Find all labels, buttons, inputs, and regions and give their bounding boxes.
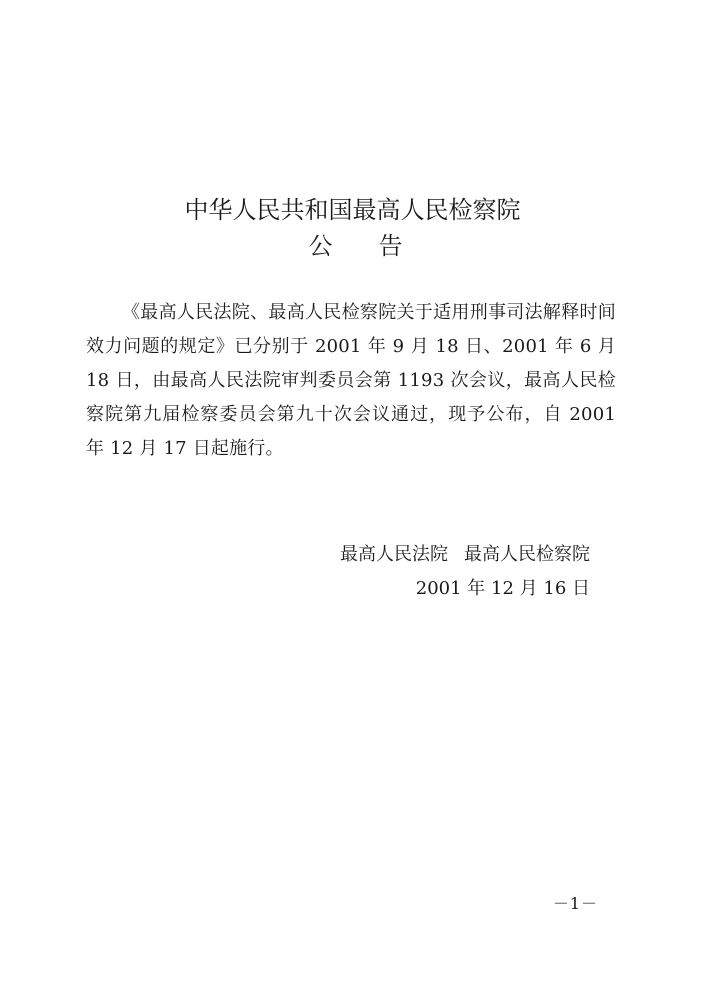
signature-block [0, 538, 590, 606]
issuer-procuratorate: 最高人民检察院 [464, 544, 590, 565]
issuer-title: 中华人民共和国最高人民检察院 [184, 196, 521, 224]
announcement-label [0, 228, 707, 264]
page-number: －1－ [552, 894, 598, 913]
signature-issuers [0, 538, 590, 572]
announcement-label-left: 公 [308, 232, 333, 260]
announcement-label-right: 告 [378, 232, 403, 260]
announcement-header [0, 192, 707, 264]
announcement-body: 《最高人民法院、最高人民检察院关于适用刑事司法解释时间效力问题的规定》已分别于 2001 年 9 月 18 日、2001 年 6 月 18 日，由最高人民法院审判委员会第 1193 次会议，最高人民检察院第九届检察委员会第九十次会议通过，现予公布，自 2001 年 12 月 17 日起施行。 [86, 302, 616, 459]
issuer-court: 最高人民法院 [340, 544, 448, 565]
signature-date: 2001 年 12 月 16 日 [415, 578, 590, 599]
